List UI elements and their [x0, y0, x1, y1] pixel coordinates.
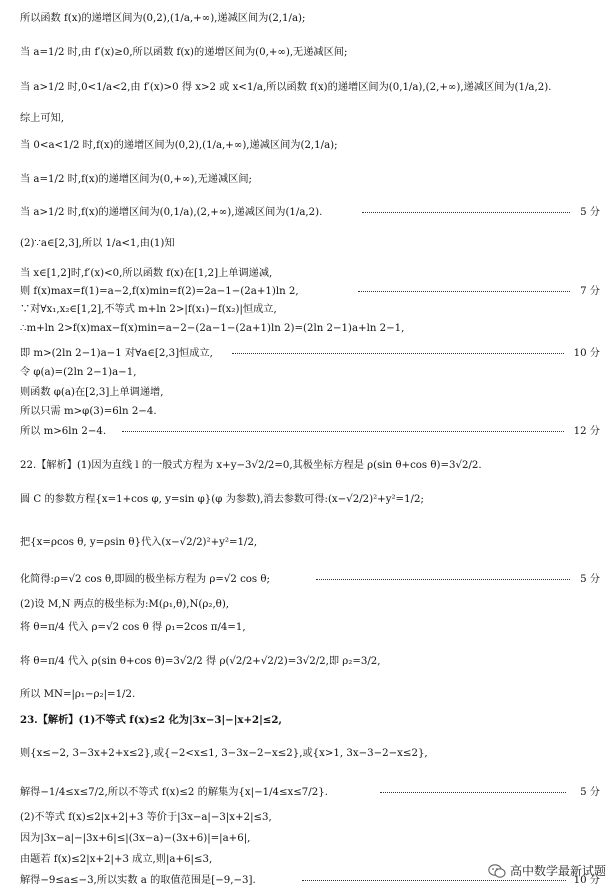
score-leader — [122, 431, 564, 432]
text-line: 所以 MN=|ρ₁−ρ₂|=1/2. — [20, 689, 136, 700]
text-line: 22.【解析】(1)因为直线 l 的一般式方程为 x+y−3√2/2=0,其极坐标方程是 ρ(sin θ+cos θ)=3√2/2. — [20, 460, 482, 471]
text-line: 解得−1/4≤x≤7/2,所以不等式 f(x)≤2 的解集为{x|−1/4≤x≤7/2}. — [20, 787, 328, 798]
text-line: 因为|3x−a|−|3x+6|≤|(3x−a)−(3x+6)|=|a+6|, — [20, 833, 251, 844]
score-leader — [362, 212, 570, 213]
text-line: 将 θ=π/4 代入 ρ(sin θ+cos θ)=3√2/2 得 ρ(√2/2+√2/2)=3√2/2,即 ρ₂=3/2, — [20, 656, 381, 667]
score-label: 10 分 — [573, 875, 600, 886]
text-line: (2)∵a∈[2,3],所以 1/a<1,由(1)知 — [20, 238, 175, 249]
text-line: 所以只需 m>φ(3)=6ln 2−4. — [20, 406, 157, 417]
score-label: 10 分 — [573, 348, 600, 359]
text-line: 所以函数 f(x)的递增区间为(0,2),(1/a,+∞),递减区间为(2,1/a); — [20, 13, 306, 24]
text-line: (2)不等式 f(x)≤2|x+2|+3 等价于|3x−a|−3|x+2|≤3, — [20, 812, 272, 823]
text-line: 即 m>(2ln 2−1)a−1 对∀a∈[2,3]恒成立, — [20, 348, 213, 359]
score-label: 5 分 — [580, 787, 600, 798]
text-line: 化简得:ρ=√2 cos θ,即圆的极坐标方程为 ρ=√2 cos θ; — [20, 574, 270, 585]
wechat-icon — [488, 863, 506, 879]
text-line: 23.【解析】(1)不等式 f(x)≤2 化为|3x−3|−|x+2|≤2, — [20, 714, 282, 726]
text-line: 解得−9≤a≤−3,所以实数 a 的取值范围是[−9,−3]. — [20, 875, 256, 886]
text-line: 当 a>1/2 时,0<1/a<2,由 f′(x)>0 得 x>2 或 x<1/a,所以函数 f(x)的递增区间为(0,1/a),(2,+∞),递减区间为(1/a,2). — [20, 82, 552, 93]
text-line: 将 θ=π/4 代入 ρ=√2 cos θ 得 ρ₁=2cos π/4=1, — [20, 622, 246, 633]
text-line: 则函数 φ(a)在[2,3]上单调递增, — [20, 387, 164, 398]
text-line: 则 f(x)max=f(1)=a−2,f(x)min=f(2)=2a−1−(2a+1)ln 2, — [20, 286, 299, 297]
score-label: 5 分 — [580, 207, 600, 218]
text-line: 当 a=1/2 时,由 f′(x)≥0,所以函数 f(x)的递增区间为(0,+∞),无递减区间; — [20, 47, 348, 58]
text-line: 综上可知, — [20, 113, 64, 124]
score-leader — [302, 880, 566, 881]
score-label: 12 分 — [573, 426, 600, 437]
score-leader — [380, 792, 566, 793]
text-line: (2)设 M,N 两点的极坐标为:M(ρ₁,θ),N(ρ₂,θ), — [20, 599, 230, 610]
text-line: 令 φ(a)=(2ln 2−1)a−1, — [20, 367, 137, 378]
text-line: 当 x∈[1,2]时,f′(x)<0,所以函数 f(x)在[1,2]上单调递减, — [20, 268, 273, 279]
text-line: 则{x≤−2, 3−3x+2+x≤2},或{−2<x≤1, 3−3x−2−x≤2},或{x>1, 3x−3−2−x≤2}, — [20, 748, 428, 759]
watermark — [488, 862, 606, 879]
score-label: 5 分 — [580, 574, 600, 585]
score-label: 7 分 — [580, 286, 600, 297]
watermark-text: 高中数学最新试题 — [509, 864, 606, 878]
score-leader — [358, 291, 570, 292]
text-line: 把{x=ρcos θ, y=ρsin θ}代入(x−√2/2)²+y²=1/2, — [20, 537, 258, 548]
text-line: 所以 m>6ln 2−4. — [20, 426, 107, 437]
text-line: 当 a=1/2 时,f(x)的递增区间为(0,+∞),无递减区间; — [20, 174, 252, 185]
text-line: ∴m+ln 2>f(x)max−f(x)min=a−2−(2a−1−(2a+1)ln 2)=(2ln 2−1)a+ln 2−1, — [20, 323, 405, 334]
text-line: 由题若 f(x)≤2|x+2|+3 成立,则|a+6|≤3, — [20, 854, 213, 865]
text-line: 当 0<a<1/2 时,f(x)的递增区间为(0,2),(1/a,+∞),递减区间为(2,1/a); — [20, 140, 338, 151]
score-leader — [232, 353, 564, 354]
text-line: 圆 C 的参数方程{x=1+cos φ, y=sin φ}(φ 为参数),消去参数可得:(x−√2/2)²+y²=1/2; — [20, 494, 424, 505]
text-line: ∵对∀x₁,x₂∈[1,2],不等式 m+ln 2>|f(x₁)−f(x₂)|恒成立, — [20, 304, 277, 315]
text-line: 当 a>1/2 时,f(x)的递增区间为(0,1/a),(2,+∞),递减区间为(1/a,2). — [20, 207, 323, 218]
score-leader — [316, 579, 570, 580]
